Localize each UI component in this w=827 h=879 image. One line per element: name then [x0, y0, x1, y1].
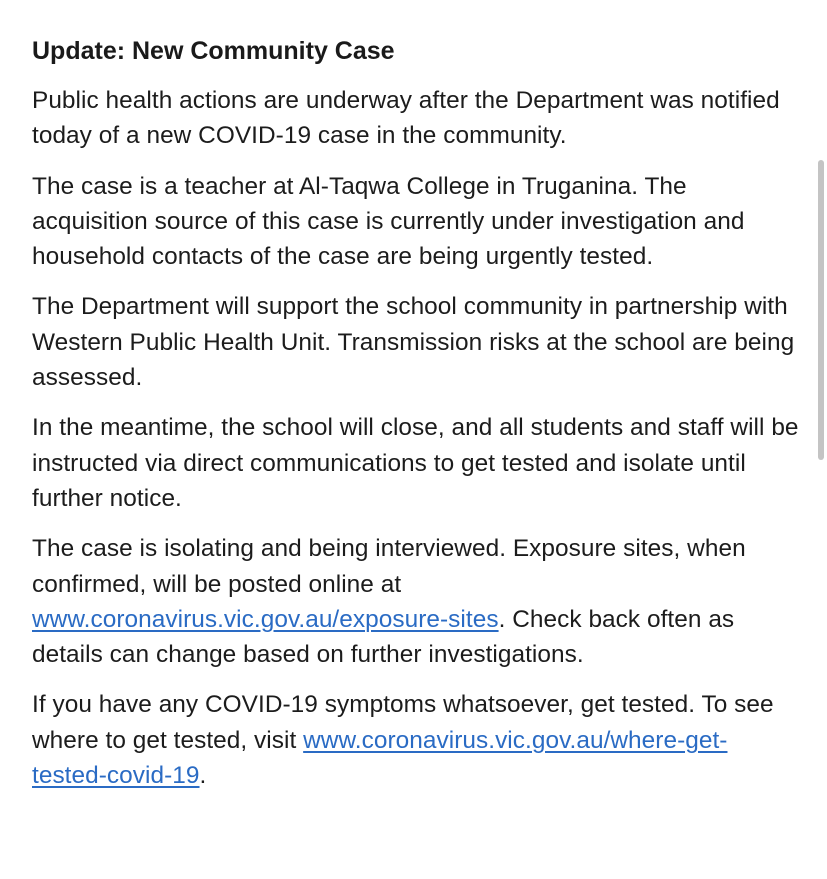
scrollbar-thumb[interactable] — [818, 160, 824, 460]
paragraph-case-details: The case is a teacher at Al-Taqwa College in Truganina. The acquisition source of this case is currently under investigation and household contacts of the case are being urgently tested. — [32, 172, 745, 271]
get-tested-text-before: If you have any COVID-19 symptoms whatsoever, get tested. To see where to get tested, visit — [32, 691, 774, 754]
paragraph-exposure-sites — [32, 531, 802, 672]
paragraph-school-closure: In the meantime, the school will close, and all students and staff will be instructed via direct communications to get tested and isolate until further notice. — [32, 414, 799, 512]
exposure-text-before: The case is isolating and being interviewed. Exposure sites, when confirmed, will be posted online at — [32, 535, 746, 598]
get-tested-text-after: . — [199, 762, 207, 790]
vertical-scrollbar[interactable] — [818, 160, 825, 460]
article-body — [32, 34, 802, 808]
paragraph-school-support: The Department will support the school community in partnership with Western Public Health Unit. Transmission risks at the school are being assessed. — [32, 293, 795, 392]
paragraph-get-tested — [32, 687, 802, 793]
paragraph-actions-underway: Public health actions are underway after the Department was notified today of a new COVID-19 case in the community. — [32, 87, 780, 150]
where-get-tested-link[interactable]: www.coronavirus.vic.gov.au/where-get-tested-covid-19 — [32, 726, 728, 790]
exposure-text-after: . Check back often as details can change based on further investigations. — [32, 605, 735, 669]
exposure-sites-link[interactable]: www.coronavirus.vic.gov.au/exposure-sites — [32, 605, 499, 633]
article-title: Update: New Community Case — [32, 37, 395, 65]
